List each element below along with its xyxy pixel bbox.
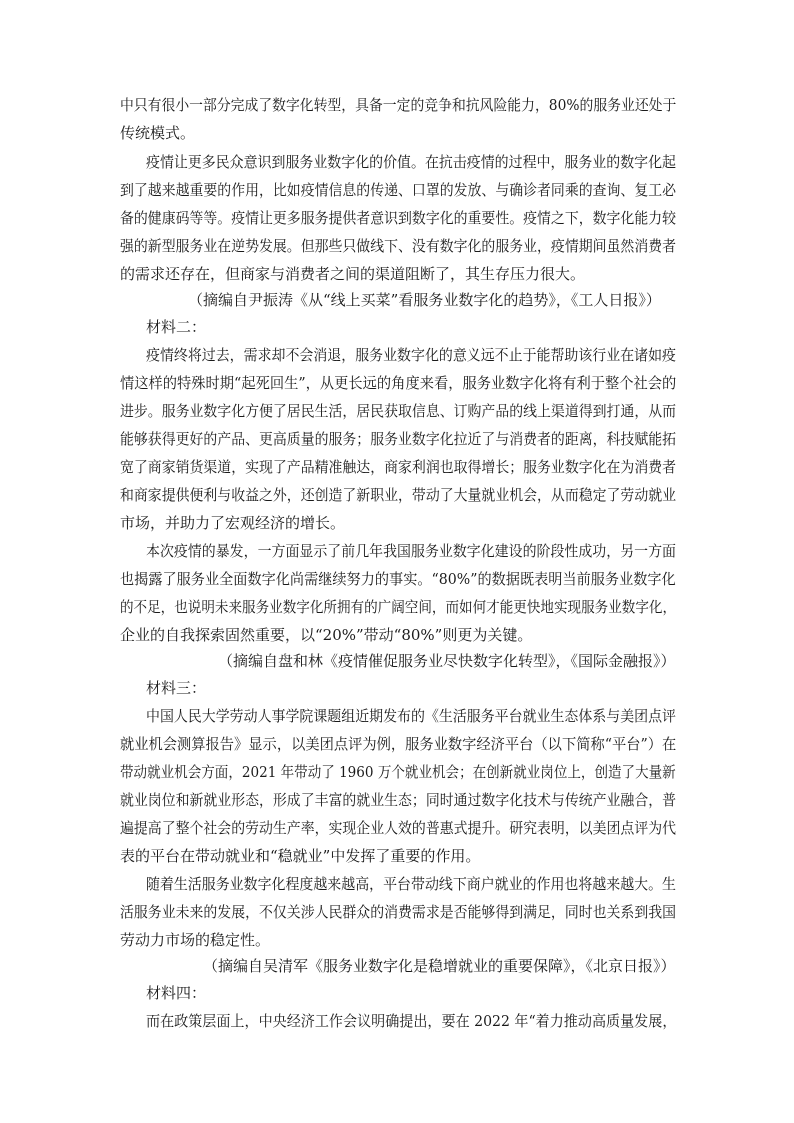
paragraph-3-line-7: 市场，并助力了宏观经济的增长。	[120, 514, 346, 532]
paragraph-4-line-3: 的不足，也说明未来服务业数字化所拥有的广阔空间，而如何才能更快地实现服务业数字化，	[120, 598, 677, 616]
paragraph-3-line-4: 能够获得更好的产品、更高质量的服务；服务业数字化拉近了与消费者的距离，科技赋能拓	[120, 430, 677, 448]
paragraph-2-line-3: 备的健康码等等。疫情让更多服务提供者意识到数字化的重要性。疫情之下，数字化能力较	[120, 209, 677, 227]
paragraph-5-line-5: 遍提高了整个社会的劳动生产率，实现企业人效的普惠式提升。研究表明，以美团点评为代	[120, 819, 677, 837]
paragraph-2-line-5: 的需求还存在，但商家与消费者之间的渠道阻断了，其生存压力很大。	[120, 265, 586, 283]
material-3-heading: 材料三：	[146, 679, 207, 697]
material-2-heading: 材料二：	[146, 318, 207, 336]
paragraph-4-line-4: 企业的自我探索固然重要，以“20%”带动“80%”则更为关键。	[120, 626, 533, 644]
paragraph-5-line-3: 带动就业机会方面，2021 年带动了 1960 万个就业机会；在创新就业岗位上，创造了大量新	[120, 763, 676, 781]
paragraph-6-line-2: 活服务业未来的发展，不仅关涉人民群众的消费需求是否能够得到满足，同时也关系到我国	[120, 903, 677, 921]
paragraph-2-line-1: 疫情让更多民众意识到服务业数字化的价值。在抗击疫情的过程中，服务业的数字化起	[146, 153, 677, 171]
paragraph-3-line-1: 疫情终将过去，需求却不会消退，服务业数字化的意义远不止于能帮助该行业在诸如疫	[146, 346, 677, 364]
paragraph-3-line-2: 情这样的特殊时期“起死回生”，从更长远的角度来看，服务业数字化将有利于整个社会的	[120, 374, 677, 392]
paragraph-7-line-1: 而在政策层面上，中央经济工作会议明确提出，要在 2022 年“着力推动高质量发展，	[146, 1012, 677, 1030]
paragraph-6-line-1: 随着生活服务业数字化程度越来越高，平台带动线下商户就业的作用也将越来越大。生	[146, 875, 677, 893]
paragraph-5-line-4: 就业岗位和新就业形态，形成了丰富的就业生态；同时通过数字化技术与传统产业融合，普	[120, 791, 677, 809]
paragraph-2-line-4: 强的新型服务业在逆势发展。但那些只做线下、没有数字化的服务业，疫情期间虽然消费者	[120, 237, 677, 255]
paragraph-5-line-6: 表的平台在带动就业和“稳就业”中发挥了重要的作用。	[120, 847, 481, 865]
paragraph-1-line-1: 中只有很小一部分完成了数字化转型，具备一定的竞争和抗风险能力，80%的服务业还处于	[120, 96, 677, 114]
material-4-heading: 材料四：	[146, 984, 207, 1002]
source-citation-1: （摘编自尹振涛《从“线上买菜”看服务业数字化的趋势》，《工人日报》）	[188, 291, 661, 309]
paragraph-1-line-2: 传统模式。	[120, 124, 196, 142]
paragraph-2-line-2: 到了越来越重要的作用，比如疫情信息的传递、口罩的发放、与确诊者同乘的查询、复工必	[120, 181, 677, 199]
source-citation-2: （摘编自盘和林《疫情催促服务业尽快数字化转型》，《国际金融报》）	[218, 652, 676, 670]
paragraph-3-line-6: 和商家提供便利与收益之外，还创造了新职业，带动了大量就业机会，从而稳定了劳动就业	[120, 486, 677, 504]
paragraph-5-line-2: 就业机会测算报告》显示，以美团点评为例，服务业数字经济平台（以下简称“平台”）在	[120, 735, 677, 753]
paragraph-3-line-3: 进步。服务业数字化方便了居民生活，居民获取信息、订购产品的线上渠道得到打通，从而	[120, 402, 677, 420]
paragraph-3-line-5: 宽了商家销货渠道，实现了产品精准触达，商家利润也取得增长；服务业数字化在为消费者	[120, 458, 677, 476]
source-citation-3: （摘编自吴清军《服务业数字化是稳增就业的重要保障》，《北京日报》）	[203, 957, 676, 975]
paragraph-6-line-3: 劳动力市场的稳定性。	[120, 931, 271, 949]
paragraph-5-line-1: 中国人民大学劳动人事学院课题组近期发布的《生活服务平台就业生态体系与美团点评	[146, 707, 677, 725]
paragraph-4-line-1: 本次疫情的暴发，一方面显示了前几年我国服务业数字化建设的阶段性成功，另一方面	[146, 542, 677, 560]
paragraph-4-line-2: 也揭露了服务业全面数字化尚需继续努力的事实。“80%”的数据既表明当前服务业数字化	[120, 570, 676, 588]
